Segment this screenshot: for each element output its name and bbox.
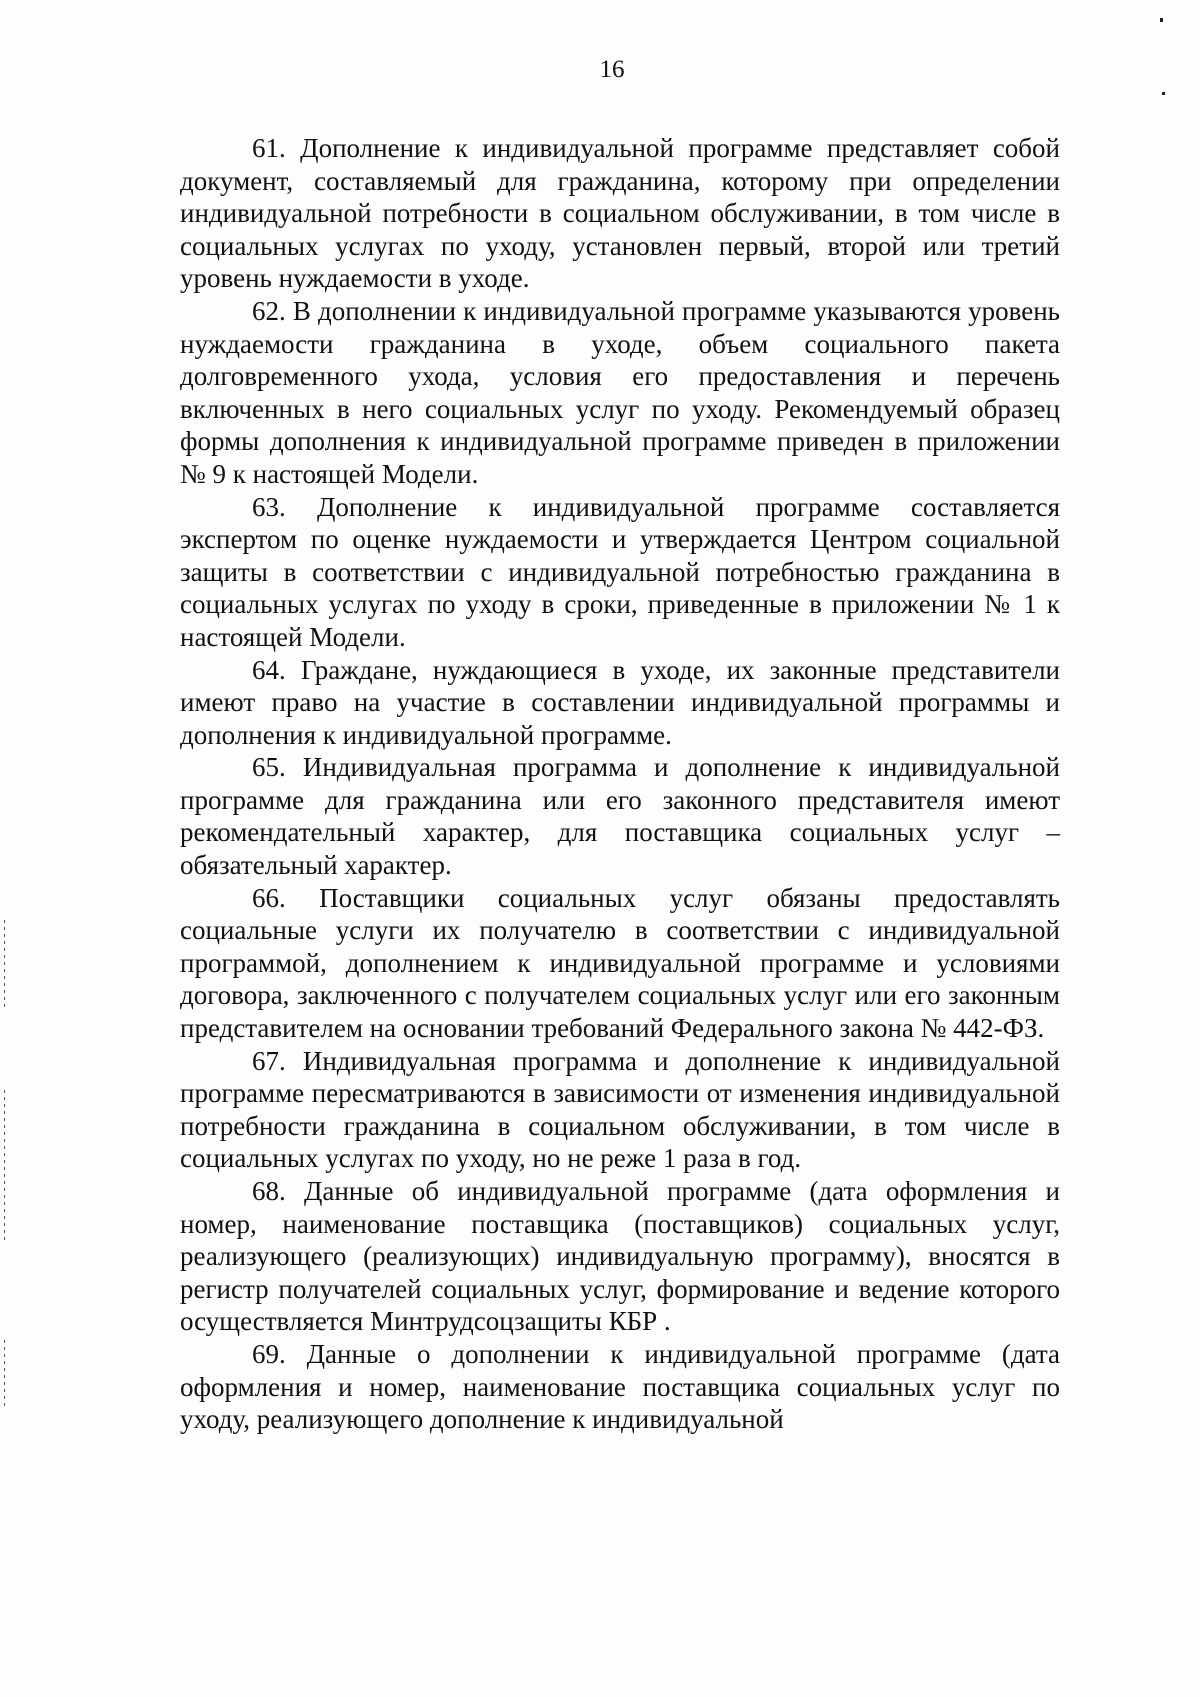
paragraph-66: 66. Поставщики социальных услуг обязаны предоставлять социальные услуги их получателю в соответствии с индивидуальной программой, дополнением к индивидуальной программе и условиями договора, заключенного с получателем социальных услуг или его законным представителем на основании требований Федерального закона № 442-ФЗ. xyxy=(180,882,1060,1044)
document-body xyxy=(180,132,1060,1436)
paragraph-68: 68. Данные об индивидуальной программе (дата оформления и номер, наименование поставщика (поставщиков) социальных услуг, реализующего (реализующих) индивидуальную программу), вносятся в регистр получателей социальных услуг, формирование и ведение которого осуществляется Минтрудсоцзащиты КБР . xyxy=(180,1176,1060,1337)
paragraph-61: 61. Дополнение к индивидуальной программе представляет собой документ, составляемый для гражданина, которому при определении индивидуальной потребности в социальном обслуживании, в том числе в социальных услугах по уходу, установлен первый, второй или третий уровень нуждаемости в уходе. xyxy=(180,133,1060,294)
paragraph-63: 63. Дополнение к индивидуальной программе составляется экспертом по оценке нуждаемости и утверждается Центром социальной защиты в соответствии с индивидуальной потребностью гражданина в социальных услугах по уходу в сроки, приведенные в приложении № 1 к настоящей Модели. xyxy=(180,491,1060,652)
scan-dot xyxy=(1160,18,1163,22)
scan-edge-line xyxy=(4,1090,5,1240)
scan-dot xyxy=(1162,92,1165,95)
scan-edge-line xyxy=(4,1340,5,1410)
paragraph-62: 62. В дополнении к индивидуальной программе указываются уровень нуждаемости гражданина в уходе, объем социального пакета долговременного ухода, условия его предоставления и перечень включенных в него социальных услуг по уходу. Рекомендуемый образец формы дополнения к индивидуальной программе приведен в приложении № 9 к настоящей Модели. xyxy=(180,295,1060,489)
scan-edge-line xyxy=(4,920,5,1010)
paragraph-64: 64. Граждане, нуждающиеся в уходе, их законные представители имеют право на участие в составлении индивидуальной программы и дополнения к индивидуальной программе. xyxy=(180,654,1060,750)
page-number: 16 xyxy=(599,56,625,83)
paragraph-69: 69. Данные о дополнении к индивидуальной программе (дата оформления и номер, наименование поставщика социальных услуг по уходу, реализующего дополнение к индивидуальной xyxy=(180,1338,1060,1435)
paragraph-65: 65. Индивидуальная программа и дополнение к индивидуальной программе для гражданина или его законного представителя имеют рекомендательный характер, для поставщика социальных услуг – обязательный характер. xyxy=(180,752,1060,881)
paragraph-67: 67. Индивидуальная программа и дополнение к индивидуальной программе пересматриваются в зависимости от изменения индивидуальной потребности гражданина в социальном обслуживании, в том числе в социальных услугах по уходу, но не реже 1 раза в год. xyxy=(180,1045,1060,1174)
